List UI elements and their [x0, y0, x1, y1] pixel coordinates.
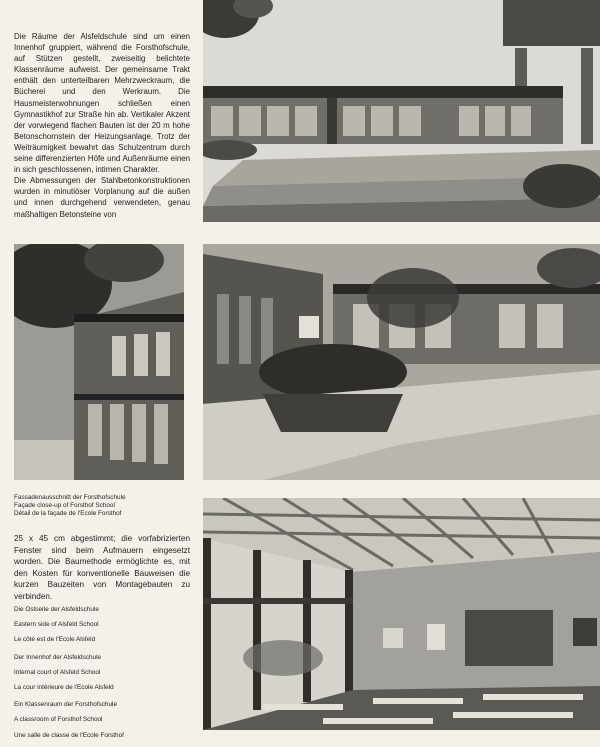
- caption-facade: [14, 494, 190, 519]
- caption-facade-en: Façade close-up of Forsthof School: [14, 502, 115, 510]
- caption-classroom-fr: Une salle de classe de l'Ecole Forsthof: [14, 731, 124, 739]
- caption-classroom-de: Ein Klassenraum der Forsthofschule: [14, 701, 118, 709]
- photo-courtyard-drawing: [203, 244, 600, 480]
- photo-facade-closeup-forsthof: [14, 244, 184, 480]
- caption-classroom: [14, 701, 190, 740]
- continuation-paragraph: 25 x 45 cm abgestimmt; die vorfabrizierten Fenster sind beim Aufmauern eingesetzt worden. Die Baumethode ermöglichte es, mit den Kosten für konventionelle Bauweisen die kurzen Bauzeiten von Montagebauten zu verbinden.: [14, 534, 190, 601]
- photo-east-side-alsfeld: [203, 0, 600, 222]
- photo-facade-drawing: [14, 244, 184, 480]
- continuation-text: [14, 533, 190, 603]
- caption-courtyard-fr: La cour intérieure de l'Ecole Alsfeld: [14, 684, 114, 692]
- intro-paragraph-2: Die Abmessungen der Stahlbetonkonstruktionen wurden in minutiöser Vorplanung auf die außen und innen durchgehend verwendeten, genau maßhaltigen Betonsteine von: [14, 176, 190, 219]
- caption-courtyard: [14, 654, 190, 693]
- caption-east-side-fr: Le côté est de l'Ecole Alsfeld: [14, 636, 96, 644]
- caption-facade-de: Fassadenausschnitt der Forsthofschule: [14, 494, 126, 501]
- intro-paragraph-1: Die Räume der Alsfeldschule sind um einen Innenhof gruppiert, während die Forsthofschule, auf Stützen gestellt, zweiseitig belichtete Klassenräume aufweist. Der gemeinsame Trakt enthält den unterteilbaren Mehrzweckraum, die Bücherei und den Werkraum. Die Hausmeisterwohnungen schließen einen Gymnastikhof zur Straße hin ab. Vertikaler Akzent der vorwiegend flachen Bauten ist der 20 m hohe Betonschornstein der Heizungsanlage. Trotz der Weiträumigkeit bewahrt das Schulzentrum durch seine differenzierten Höfe und Außenräume einen in sich geschlossenen, intimen Charakter.: [14, 32, 190, 175]
- caption-courtyard-de: Der Innenhof der Alsfeldschule: [14, 653, 102, 661]
- caption-classroom-en: A classroom of Forsthof School: [14, 716, 103, 724]
- caption-east-side-de: Die Ostseite der Alsfeldschule: [14, 606, 99, 613]
- caption-courtyard-en: Internal court of Alsfeld School: [14, 668, 101, 676]
- intro-text: [14, 31, 190, 220]
- photo-east-side-drawing: [203, 0, 600, 222]
- caption-east-side: [14, 606, 190, 645]
- photo-internal-court-alsfeld: [203, 244, 600, 480]
- caption-facade-fr: Détail de la façade de l'Ecole Forsthof: [14, 510, 122, 518]
- photo-classroom-drawing: [203, 498, 600, 730]
- caption-list: [14, 606, 190, 747]
- caption-east-side-en: Eastern side of Alsfeld School: [14, 621, 99, 629]
- photo-classroom-forsthof: [203, 498, 600, 730]
